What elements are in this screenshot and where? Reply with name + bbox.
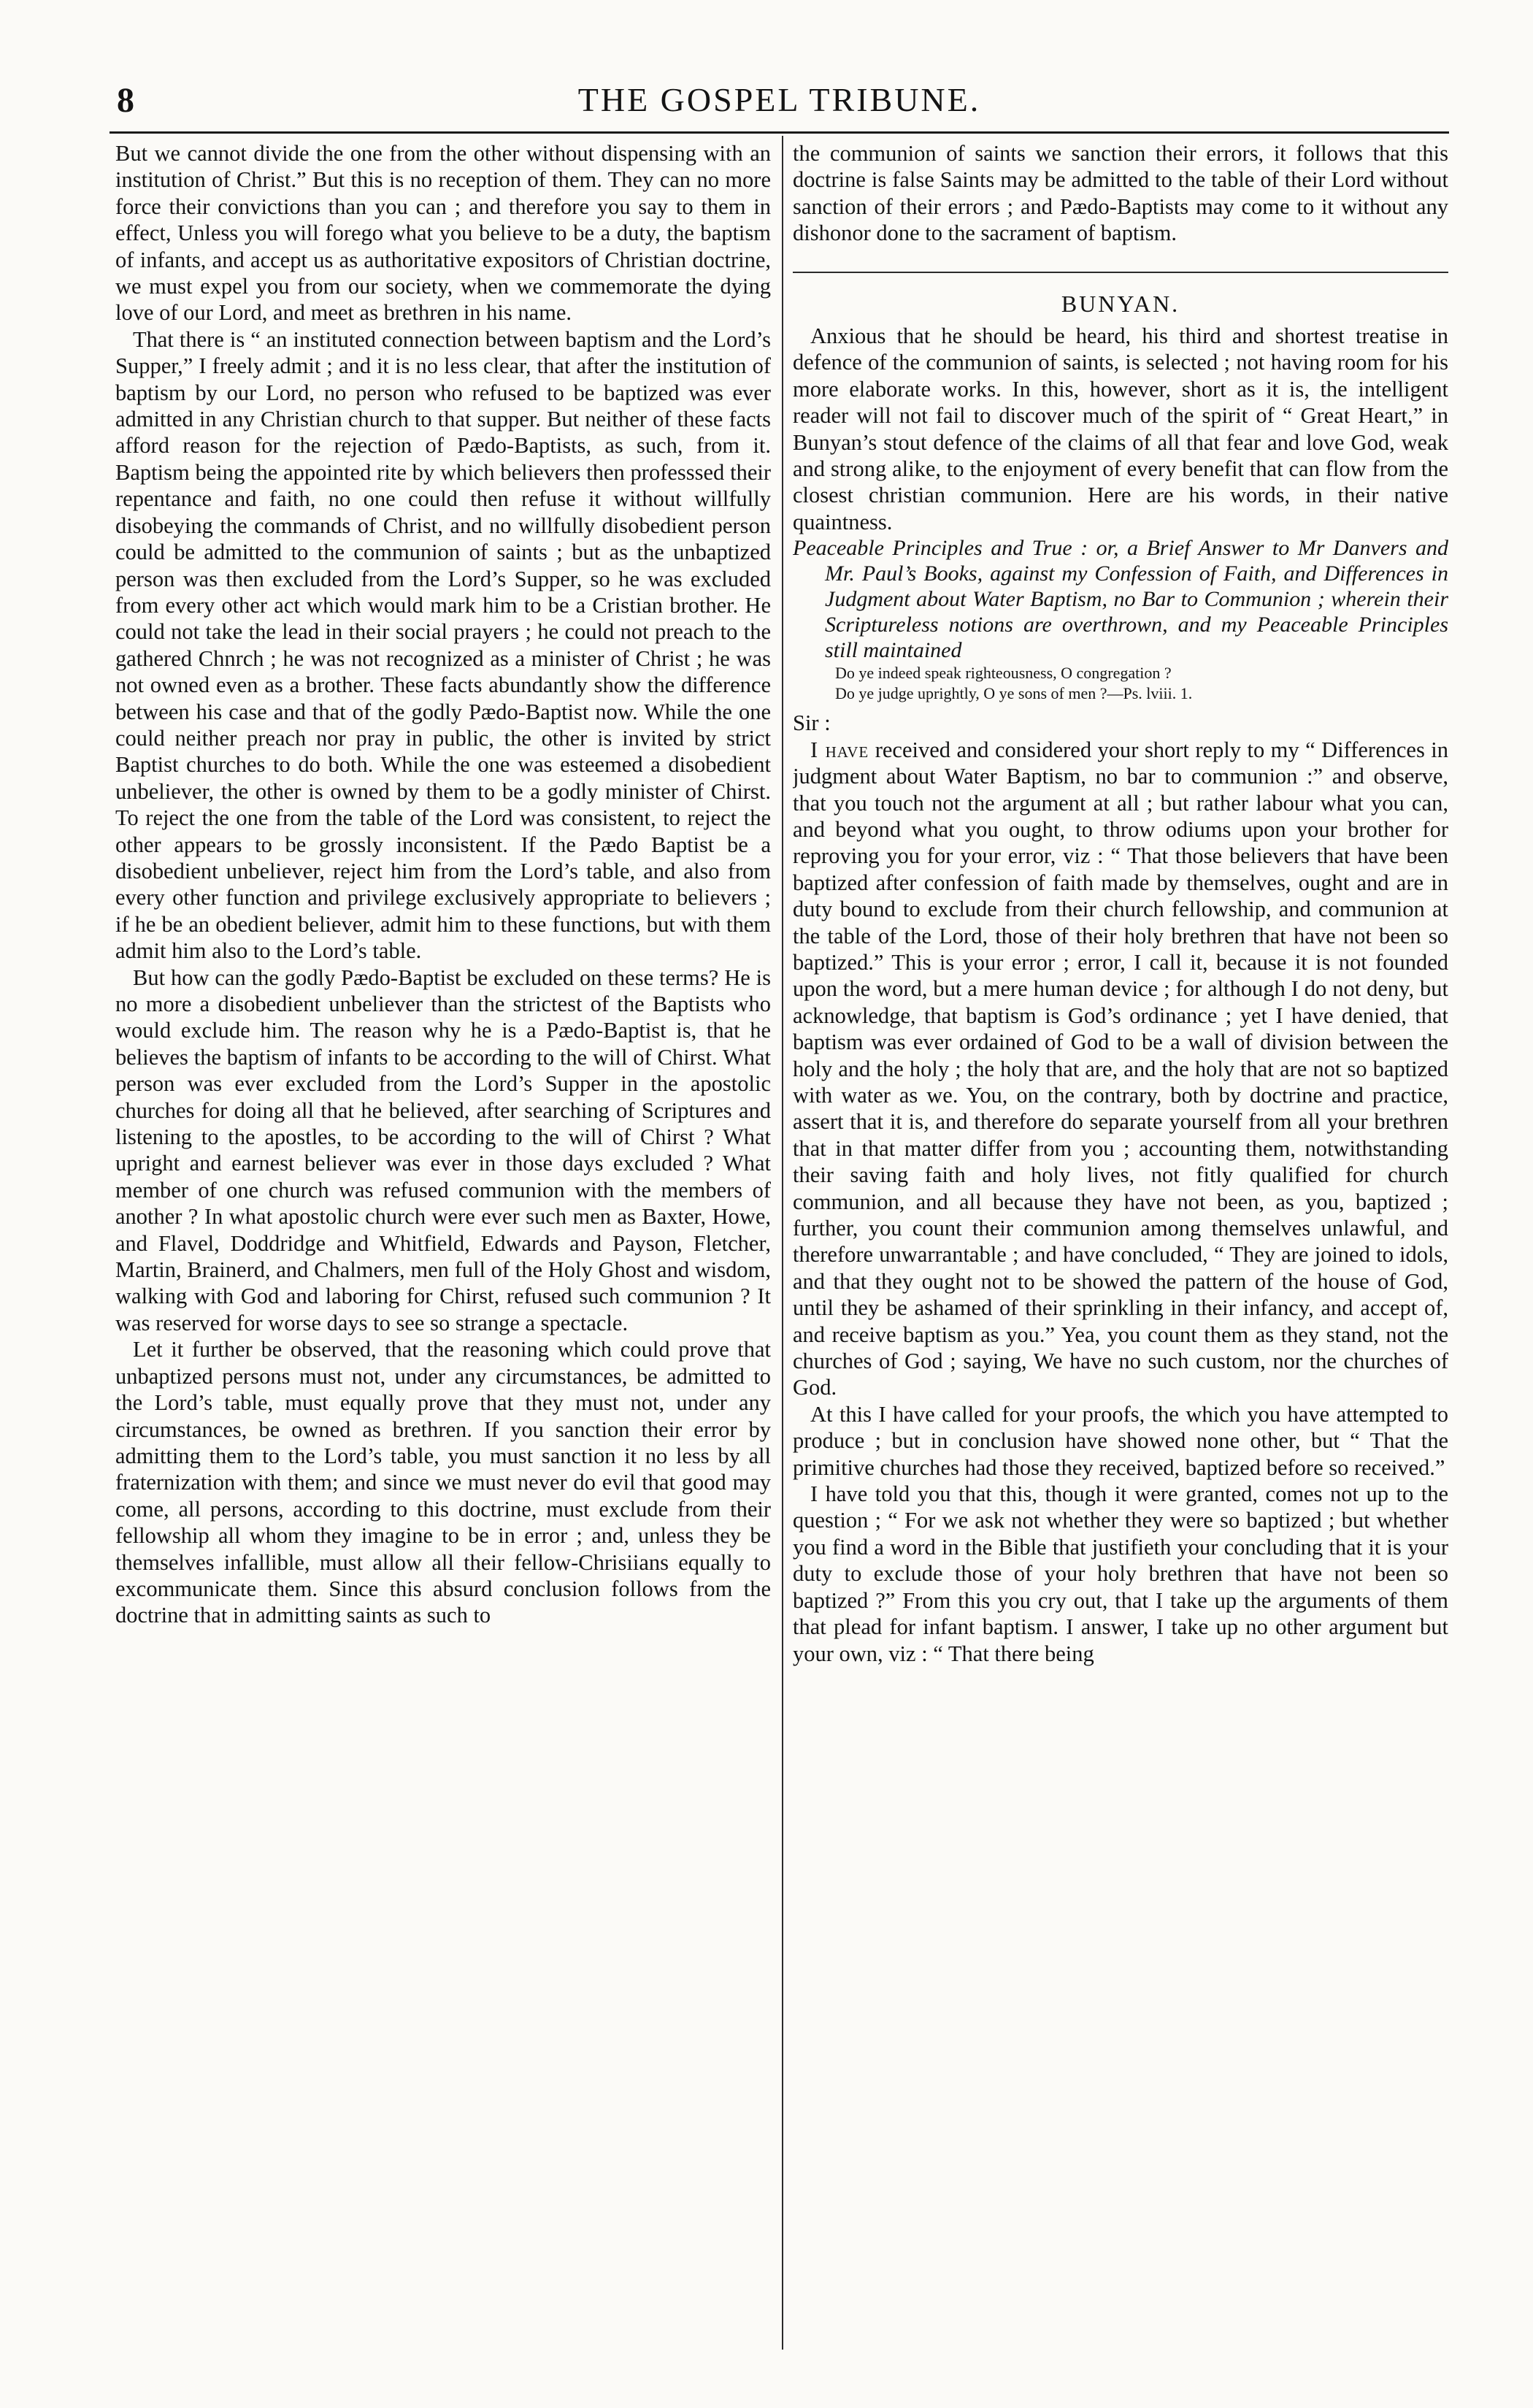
paragraph-text: received and considered your short reply to my “ Differences in judgment about Water Baptism, no bar to communion :” and observe, that you touch not the argument at all ; but rather labour what you can, and beyond what you ought, to throw odiums upon your brother for reproving you for your error, viz : “ That those believers that have been baptized after confession of faith made by themselves, ought and are in duty bound to exclude from their church fellowship, and communion at the table of the Lord, those of their holy brethren that have not been so baptized.” This is your error ; error, I call it, because it is not founded upon the word, but a mere human device ; for although I do not deny, but acknowledge, that baptism is God’s ordinance ; yet I have denied, that baptism was ever ordained of God to be a wall of division between the holy and the holy ; the holy that are, and the holy that are not so baptized with water as we. You, on the contrary, both by doctrine and practice, assert that it is, and therefore do separate yourself from all your brethren that in that matter differ from you ; accounting them, notwithstanding their saving faith and holy lives, not fitly qualified for church communion, and all because they have not been, as you, baptized ; further, you count their communion among themselves unlawful, and therefore unwarrantable ; and have concluded, “ They are joined to idols, and that they ought not to be showed the pattern of the house of God, until they be ashamed of their sprinkling in their infancy, and accept of, and receive baptism as you.” Yea, you count them as they stand, not the churches of God ; saying, We have no such custom, nor the churches of God. — [793, 737, 1448, 1400]
epigraph-line: Do ye judge uprightly, O ye sons of men ?—Ps. lviii. 1. — [835, 684, 1193, 703]
running-title: THE GOSPEL TRIBUNE. — [577, 81, 981, 118]
epigraph-line: Do ye indeed speak righteousness, O congregation ? — [835, 664, 1172, 683]
paragraph — [793, 737, 1448, 1401]
section-heading: BUNYAN. — [1061, 290, 1180, 317]
paragraph: Anxious that he should be heard, his third and shortest treatise in defence of the communion of saints, is selected ; not having room for his more elaborate works. In this, however, short as it is, the intelligent reader will not fail to discover much of the spirit of “ Great Heart,” in Bunyan’s stout defence of the claims of all that fear and love God, weak and strong alike, to the enjoyment of every benefit that can flow from the closest christian communion. Here are his words, in their native quaintness. — [793, 323, 1448, 534]
paragraph: But we cannot divide the one from the other without dispensing with an institution of Christ.” But this is no reception of them. They can no more force their convictions than you can ; and therefore you say to them in effect, Unless you will forego what you believe to be a duty, the baptism of infants, and accept us as authoritative expositors of Christian doctrine, we must expel you from our society, when we commemorate the dying love of our Lord, and meet as brethren in his name. — [115, 141, 771, 326]
paragraph: But how can the godly Pædo-Baptist be excluded on these terms? He is no more a disobedient unbeliever than the strictest of the Baptists who would exclude him. The reason why he is a Pædo-Baptist is, that he believes the baptism of infants to be according to the will of Chirst. What person was ever excluded from the Lord’s Supper in the apostolic churches for doing all that he believed, after searching of Scriptures and listening to the apostles, to be according to the will of Chirst ? What upright and earnest believer was ever in those days excluded ? What member of one church was refused communion with the members of another ? In what apostolic church were ever such men as Baxter, Howe, and Flavel, Doddridge and Whitfield, Edwards and Payson, Fletcher, Martin, Brainerd, and Chalmers, men full of the Holy Ghost and wisdom, walking with God and laboring for Chirst, refused such communion ? It was reserved for worse days to see so strange a spectacle. — [115, 965, 771, 1335]
page-number: 8 — [117, 81, 134, 120]
left-column — [115, 140, 771, 2353]
header-rule — [110, 131, 1449, 134]
paragraph: That there is “ an instituted connection between baptism and the Lord’s Supper,” I freely admit ; and it is no less clear, that after the institution of baptism by our Lord, no person who refused to be baptized was ever admitted in any Christian church to that supper. But neither of these facts afford reason for the rejection of Pædo-Baptists, as such, from it. Baptism being the appointed rite by which believers then professsed their repentance and faith, no one could then refuse it without willfully disobeying the commands of Christ, and no willfully disobedient person could be admitted to the communion of saints ; but as the unbaptized person was then excluded from the Lord’s Supper, so he was excluded from every other act which would mark him to be a Cristian brother. He could not take the lead in their social prayers ; he could not preach to the gathered Chnrch ; he was not recognized as a minister of Christ ; he was not owned even as a brother. These facts abundantly show the difference between his case and that of the godly Pædo-Baptist now. While the one could neither preach nor pray in public, the other is invited by strict Baptist churches to do both. While the one was esteemed a disobedient unbeliever, the other is owned by them to be a godly minister of Chirst. To reject the one from the table of the Lord was consistent, to reject the other appears to be grossly inconsistent. If the Pædo Baptist be a disobedient unbeliever, reject him from the Lord’s table, and also from every other function and privilege exclusively appropriate to believers ; if he be an obedient believer, admit him to these functions, but with them admit him also to the Lord’s table. — [115, 326, 771, 964]
column-divider — [782, 136, 783, 2350]
paragraph: At this I have called for your proofs, the which you have attempted to produce ; but in conclusion have showed none other, but “ That the primitive churches had those they received, baptized before so received.” — [793, 1401, 1448, 1480]
right-column — [793, 140, 1448, 2353]
page-header — [110, 80, 1449, 124]
book-title: Peaceable Principles and True : or, a Brief Answer to Mr Danvers and Mr. Paul’s Books, against my Confession of Faith, and Differences in Judgment about Water Baptism, no Bar to Communion ; wherein their Scriptureless notions are overthrown, and my Peaceable Principles still maintained — [793, 536, 1448, 663]
lead-in: I have — [810, 737, 869, 762]
section-rule — [793, 272, 1448, 273]
paragraph: the communion of saints we sanction their errors, it follows that this doctrine is false Saints may be admitted to the table of their Lord without sanction of their errors ; and Pædo-Baptists may come to it without any dishonor done to the sacrament of baptism. — [793, 141, 1448, 246]
salutation: Sir : — [793, 710, 831, 736]
paragraph: I have told you that this, though it were granted, comes not up to the question ; “ For we ask not whether they were so baptized ; but whether you find a word in the Bible that justifieth your concluding that it is your duty to exclude those of your holy brethren that have not been so baptized ?” From this you cry out, that I take up the arguments of them that plead for infant baptism. I answer, I take up no other argument but your own, viz : “ That there being — [793, 1481, 1448, 1666]
paragraph: Let it further be observed, that the reasoning which could prove that unbaptized persons must not, under any circumstances, be admitted to the Lord’s table, must equally prove that they must not, under any circumstances, be owned as brethren. If you sanction their error by admitting them to the Lord’s table, you must sanction it no less by all fraternization with them; and since we must never do evil that good may come, all persons, according to this doctrine, must exclude from their fellowship all whom they imagine to be in error ; and, unless they be themselves infallible, must allow all their fellow-Chrisiians equally to excommunicate them. Since this absurd conclusion follows from the doctrine that in admitting saints as such to — [115, 1337, 771, 1628]
